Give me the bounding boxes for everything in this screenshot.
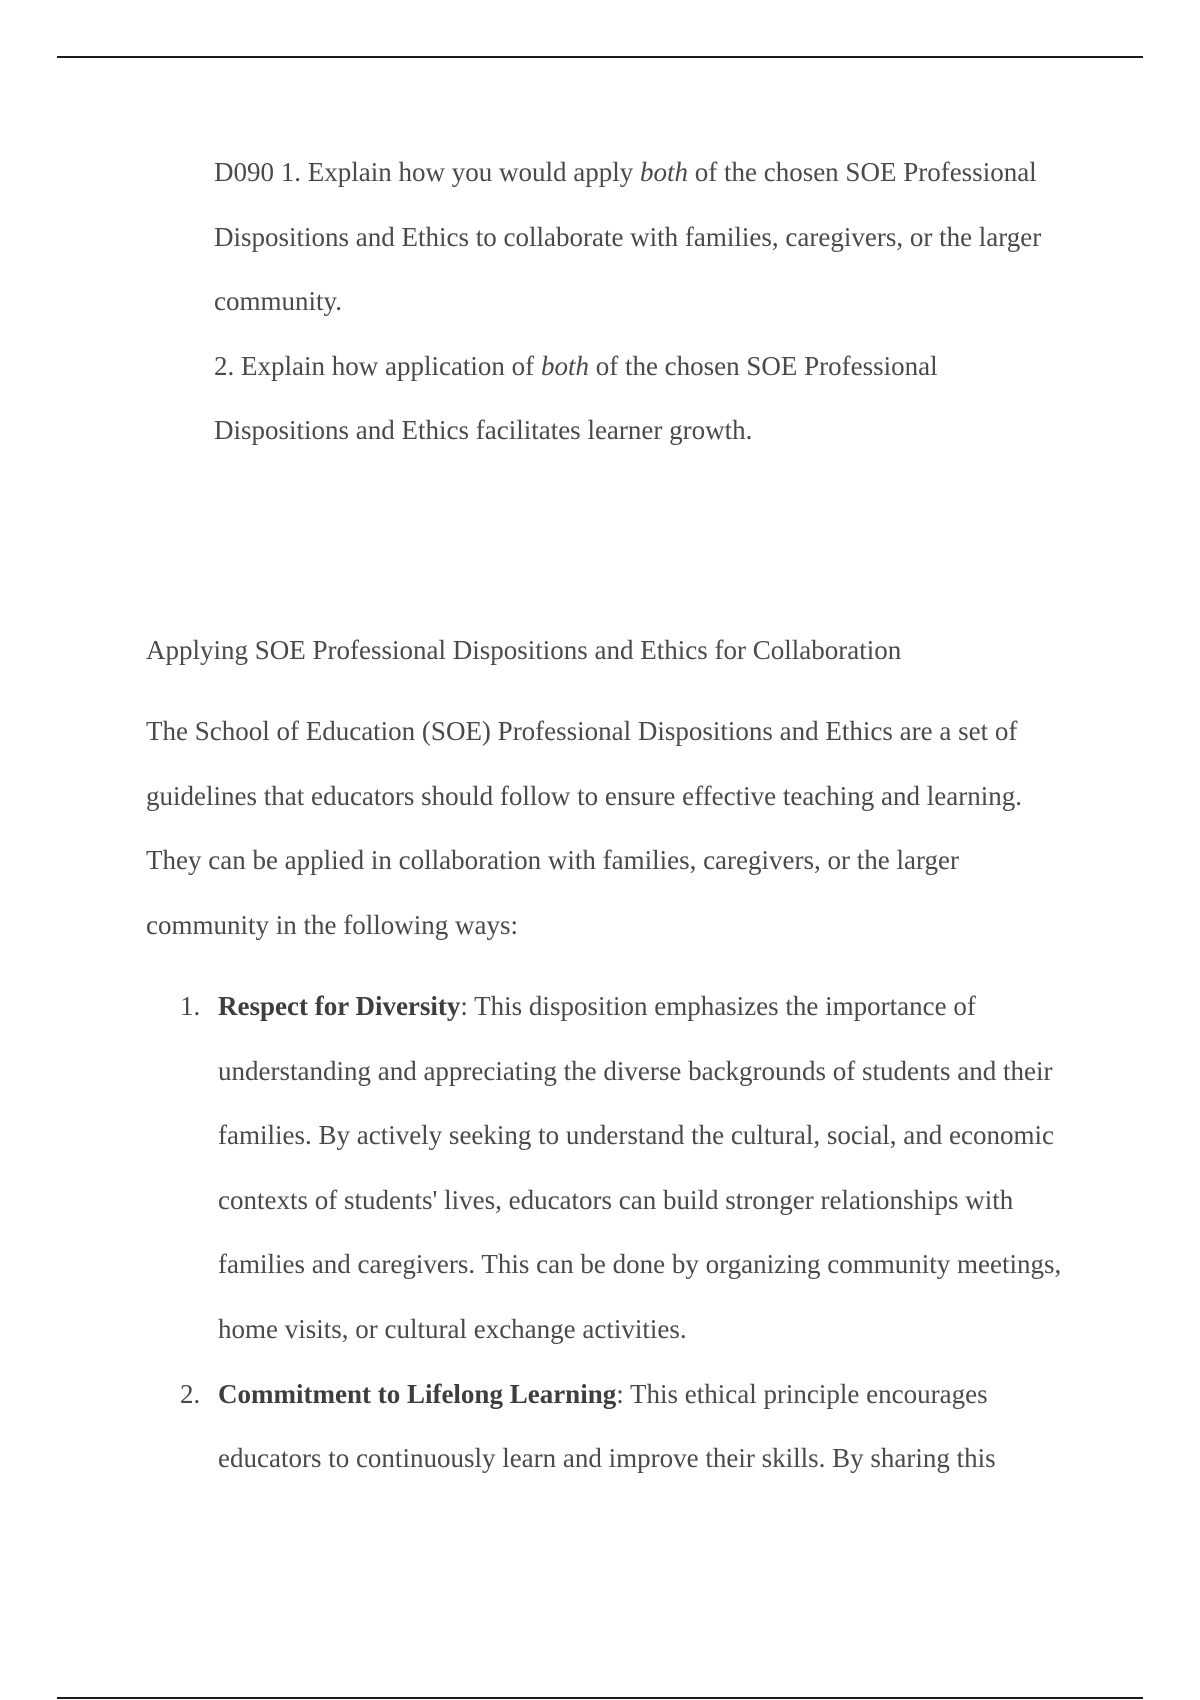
prompt-item-2-suffix: of the chosen SOE Professional Dispositions and Ethics facilitates learner growth. [214, 350, 938, 445]
list-item-number: 2. [180, 1378, 201, 1409]
list-item-term: Commitment to Lifelong Learning [218, 1378, 617, 1409]
list-item-term: Respect for Diversity [218, 991, 461, 1021]
dispositions-list [146, 974, 1066, 1491]
bottom-rule [57, 1697, 1143, 1699]
prompt-item-1-emphasis: both [639, 157, 688, 187]
prompt-item-1-suffix: of the chosen SOE Professional Dispositions and Ethics to collaborate with families, caregivers, or the larger community. [214, 157, 1042, 316]
top-rule [57, 56, 1143, 58]
list-item [146, 1362, 1066, 1491]
list-item-text: : This disposition emphasizes the importance of understanding and appreciating the diverse backgrounds of students and their families. By actively seeking to understand the cultural, social, and economic contexts of students' lives, educators can build stronger relationships with families and caregivers. This can be done by organizing community meetings, home visits, or cultural exchange activities. [218, 991, 1062, 1344]
prompt-item-1-prefix: D090 1. Explain how you would apply [214, 157, 640, 187]
list-item [146, 974, 1066, 1362]
assignment-prompt [214, 140, 1074, 463]
prompt-item-2-emphasis: both [540, 350, 589, 381]
section-heading: Applying SOE Professional Dispositions and Ethics for Collaboration [146, 635, 902, 665]
list-item-number: 1. [180, 991, 201, 1021]
intro-paragraph: The School of Education (SOE) Professional Dispositions and Ethics are a set of guidelines that educators should follow to ensure effective teaching and learning. They can be applied in collaboration with families, caregivers, or the larger community in the following ways: [146, 716, 1022, 940]
list-item-text: : This ethical principle encourages educators to continuously learn and improve their skills. By sharing this [218, 1378, 996, 1474]
prompt-item-2-prefix: 2. Explain how application of [214, 350, 541, 381]
prompt-item-1 [214, 140, 1074, 334]
prompt-item-2 [214, 334, 1074, 463]
